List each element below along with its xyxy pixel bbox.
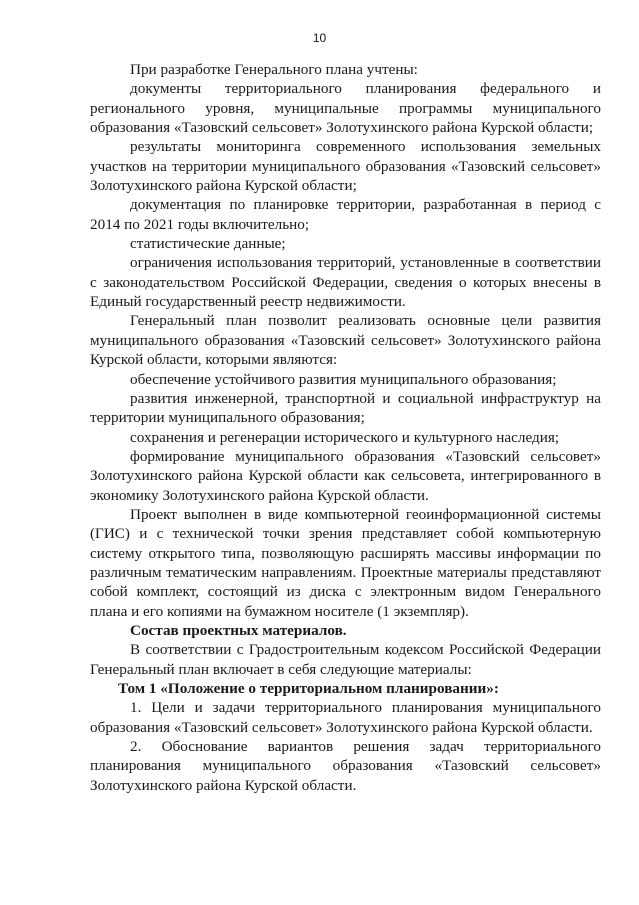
list-item-1: 1. Цели и задачи территориального планирования муниципального образования «Тазовский сельсовет» Золотухинского района Курской области. bbox=[90, 699, 601, 736]
section-heading-materials: Состав проектных материалов. bbox=[130, 621, 347, 639]
volume-heading: Том 1 «Положение о территориальном планировании»: bbox=[118, 680, 499, 697]
document-body bbox=[90, 60, 601, 795]
list-item-2: 2. Обоснование вариантов решения задач территориального планирования муниципального образования «Тазовский сельсовет» Золотухинского района Курской области. bbox=[90, 738, 601, 794]
paragraph-item-documents: документы территориального планирования федерального и регионального уровня, муниципальные программы муниципального образования «Тазовский сельсовет» Золотухинского района Курской области; bbox=[90, 80, 601, 137]
paragraph-item-monitoring: результаты мониторинга современного использования земельных участков на территории муниципального образования «Тазовский сельсовет» Золотухинского района Курской области; bbox=[90, 138, 601, 195]
paragraph-item-planning-docs: документация по планировке территории, разработанная в период с 2014 по 2021 годы включительно; bbox=[90, 196, 601, 233]
paragraph-goal-infrastructure: развития инженерной, транспортной и социальной инфраструктур на территории муниципального образования; bbox=[90, 389, 601, 427]
paragraph-goals-intro: Генеральный план позволит реализовать основные цели развития муниципального образования «Тазовский сельсовет» Золотухинского района Курской области, которыми являются: bbox=[90, 312, 601, 369]
paragraph-goal-sustainable: обеспечение устойчивого развития муниципального образования; bbox=[130, 370, 557, 388]
paragraph-code-reference: В соответствии с Градостроительным кодексом Российской Федерации Генеральный план включает в себя следующие материалы: bbox=[90, 641, 601, 678]
paragraph-gis-project: Проект выполнен в виде компьютерной геоинформационной системы (ГИС) и с технической точки зрения представляет собой компьютерную систему открытого типа, позволяющую расширять массивы информации по различным тематическим направлениям. Проектные материалы представляют собой комплект, состоящий из диска с электронным видом Генерального плана и его копиями на бумажном носителе (1 экземпляр). bbox=[90, 505, 601, 620]
paragraph-item-statistics: статистические данные; bbox=[130, 235, 286, 253]
paragraph-intro: При разработке Генерального плана учтены: bbox=[130, 61, 418, 78]
paragraph-goal-integration: формирование муниципального образования «Тазовский сельсовет» Золотухинского района Курской области как сельсовета, интегрированного в экономику Золотухинского района Курской области. bbox=[90, 447, 601, 504]
paragraph-item-restrictions: ограничения использования территорий, установленные в соответствии с законодательством Российской Федерации, сведения о которых внесены в Единый государственный реестр недвижимости. bbox=[90, 254, 601, 311]
page-number: 10 bbox=[312, 31, 327, 45]
paragraph-goal-heritage: сохранения и регенерации исторического и культурного наследия; bbox=[130, 428, 560, 446]
